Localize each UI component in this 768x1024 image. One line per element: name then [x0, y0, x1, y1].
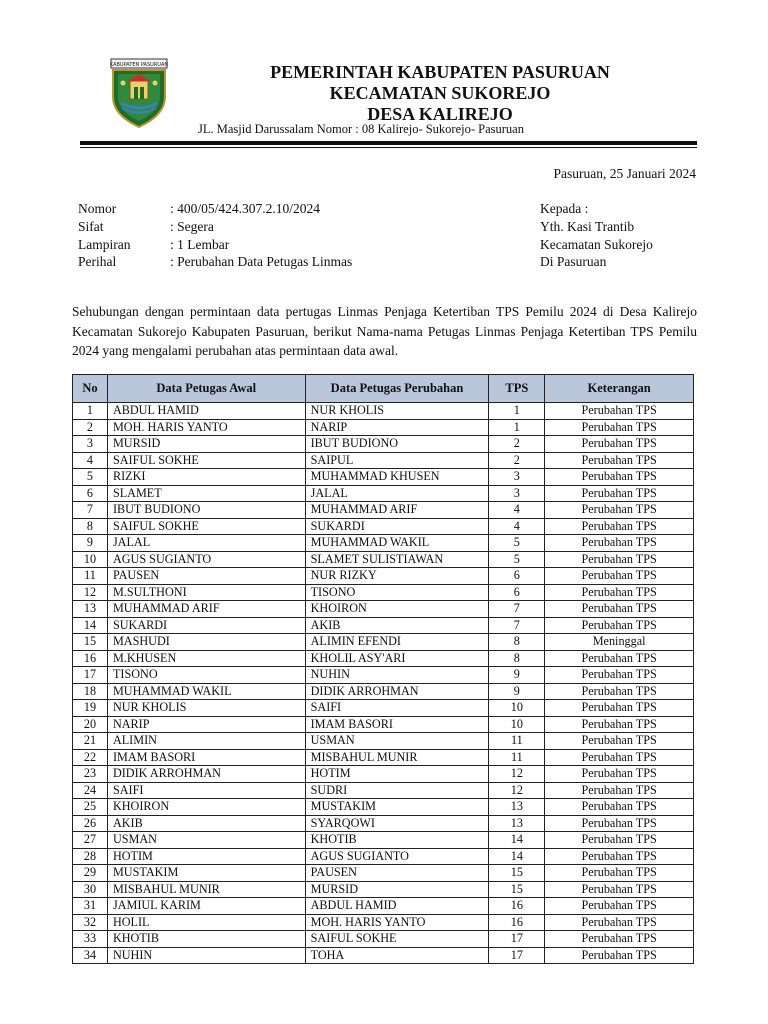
cell-initial-officer: JAMIUL KARIM	[107, 898, 305, 915]
cell-no: 14	[73, 617, 108, 634]
cell-initial-officer: SUKARDI	[107, 617, 305, 634]
table-body	[73, 403, 694, 964]
cell-no: 31	[73, 898, 108, 915]
meta-row-sifat	[78, 218, 352, 236]
header-government: PEMERINTAH KABUPATEN PASURUAN	[270, 62, 610, 82]
cell-initial-officer: AKIB	[107, 815, 305, 832]
table-row	[73, 634, 694, 651]
table-row	[73, 716, 694, 733]
cell-note: Perubahan TPS	[545, 403, 694, 420]
cell-tps: 14	[489, 832, 545, 849]
cell-note: Perubahan TPS	[545, 535, 694, 552]
table-row	[73, 832, 694, 849]
cell-note: Perubahan TPS	[545, 914, 694, 931]
table-row	[73, 865, 694, 882]
cell-no: 1	[73, 403, 108, 420]
cell-tps: 6	[489, 584, 545, 601]
cell-changed-officer: NUR RIZKY	[305, 568, 489, 585]
cell-changed-officer: KHOTIB	[305, 832, 489, 849]
cell-tps: 16	[489, 898, 545, 915]
cell-tps: 7	[489, 617, 545, 634]
cell-no: 24	[73, 782, 108, 799]
cell-initial-officer: MUHAMMAD WAKIL	[107, 683, 305, 700]
cell-tps: 10	[489, 700, 545, 717]
table-row	[73, 914, 694, 931]
meta-row-nomor	[78, 200, 352, 218]
cell-initial-officer: TISONO	[107, 667, 305, 684]
cell-no: 8	[73, 518, 108, 535]
meta-value: : 1 Lembar	[170, 236, 230, 252]
letter-meta	[78, 200, 352, 271]
table-row	[73, 667, 694, 684]
cell-no: 30	[73, 881, 108, 898]
cell-tps: 9	[489, 667, 545, 684]
cell-changed-officer: SAIFI	[305, 700, 489, 717]
cell-note: Perubahan TPS	[545, 617, 694, 634]
cell-no: 7	[73, 502, 108, 519]
cell-note: Perubahan TPS	[545, 452, 694, 469]
table-header-row	[73, 375, 694, 403]
cell-note: Perubahan TPS	[545, 815, 694, 832]
cell-no: 21	[73, 733, 108, 750]
table-row	[73, 766, 694, 783]
table-row	[73, 601, 694, 618]
cell-note: Perubahan TPS	[545, 502, 694, 519]
letter-date: Pasuruan, 25 Januari 2024	[553, 166, 696, 181]
cell-note: Perubahan TPS	[545, 782, 694, 799]
cell-initial-officer: MUHAMMAD ARIF	[107, 601, 305, 618]
cell-note: Perubahan TPS	[545, 601, 694, 618]
cell-note: Meninggal	[545, 634, 694, 651]
table-row	[73, 683, 694, 700]
cell-tps: 6	[489, 568, 545, 585]
cell-changed-officer: USMAN	[305, 733, 489, 750]
cell-initial-officer: KHOIRON	[107, 799, 305, 816]
cell-tps: 15	[489, 881, 545, 898]
cell-tps: 1	[489, 403, 545, 420]
recipient-line: Kepada :	[540, 201, 589, 216]
letterhead-divider-thin	[80, 147, 697, 148]
cell-initial-officer: SAIFUL SOKHE	[107, 518, 305, 535]
table-row	[73, 898, 694, 915]
col-header-initial: Data Petugas Awal	[107, 375, 305, 403]
meta-label: Lampiran	[78, 236, 131, 252]
table-row	[73, 931, 694, 948]
cell-tps: 13	[489, 799, 545, 816]
cell-changed-officer: SUDRI	[305, 782, 489, 799]
cell-no: 34	[73, 947, 108, 964]
recipient-line: Kecamatan Sukorejo	[540, 236, 653, 252]
meta-value: : 400/05/424.307.2.10/2024	[170, 201, 321, 216]
cell-initial-officer: IMAM BASORI	[107, 749, 305, 766]
table-row	[73, 749, 694, 766]
col-header-note: Keterangan	[545, 375, 694, 403]
cell-changed-officer: SAIFUL SOKHE	[305, 931, 489, 948]
cell-note: Perubahan TPS	[545, 898, 694, 915]
recipient-line: Yth. Kasi Trantib	[540, 218, 635, 234]
col-header-no: No	[73, 375, 108, 403]
cell-tps: 4	[489, 518, 545, 535]
cell-note: Perubahan TPS	[545, 749, 694, 766]
cell-note: Perubahan TPS	[545, 584, 694, 601]
meta-label: Nomor	[78, 201, 117, 216]
cell-initial-officer: MASHUDI	[107, 634, 305, 651]
table-row	[73, 733, 694, 750]
cell-no: 18	[73, 683, 108, 700]
cell-note: Perubahan TPS	[545, 469, 694, 486]
cell-no: 23	[73, 766, 108, 783]
cell-changed-officer: IMAM BASORI	[305, 716, 489, 733]
cell-initial-officer: MISBAHUL MUNIR	[107, 881, 305, 898]
cell-changed-officer: MURSID	[305, 881, 489, 898]
cell-tps: 2	[489, 452, 545, 469]
table-row	[73, 848, 694, 865]
cell-tps: 8	[489, 634, 545, 651]
table-row	[73, 881, 694, 898]
cell-note: Perubahan TPS	[545, 667, 694, 684]
recipient-block	[540, 200, 653, 271]
cell-changed-officer: DIDIK ARROHMAN	[305, 683, 489, 700]
cell-note: Perubahan TPS	[545, 518, 694, 535]
table-row	[73, 452, 694, 469]
cell-no: 13	[73, 601, 108, 618]
cell-no: 12	[73, 584, 108, 601]
cell-initial-officer: M.SULTHONI	[107, 584, 305, 601]
cell-initial-officer: JALAL	[107, 535, 305, 552]
meta-label: Sifat	[78, 218, 104, 234]
cell-note: Perubahan TPS	[545, 700, 694, 717]
cell-changed-officer: KHOIRON	[305, 601, 489, 618]
cell-tps: 11	[489, 733, 545, 750]
header-district: KECAMATAN SUKOREJO	[329, 83, 551, 103]
cell-changed-officer: TISONO	[305, 584, 489, 601]
cell-note: Perubahan TPS	[545, 766, 694, 783]
cell-changed-officer: TOHA	[305, 947, 489, 964]
cell-initial-officer: SLAMET	[107, 485, 305, 502]
meta-row-lampiran	[78, 236, 352, 254]
cell-changed-officer: MOH. HARIS YANTO	[305, 914, 489, 931]
cell-initial-officer: SAIFI	[107, 782, 305, 799]
cell-note: Perubahan TPS	[545, 947, 694, 964]
svg-text:KABUPATEN PASURUAN: KABUPATEN PASURUAN	[109, 62, 169, 68]
cell-changed-officer: SAIPUL	[305, 452, 489, 469]
cell-changed-officer: MISBAHUL MUNIR	[305, 749, 489, 766]
cell-initial-officer: M.KHUSEN	[107, 650, 305, 667]
cell-note: Perubahan TPS	[545, 733, 694, 750]
cell-no: 9	[73, 535, 108, 552]
cell-tps: 5	[489, 535, 545, 552]
cell-changed-officer: NUHIN	[305, 667, 489, 684]
table-row	[73, 419, 694, 436]
cell-tps: 1	[489, 419, 545, 436]
cell-no: 10	[73, 551, 108, 568]
cell-changed-officer: ALIMIN EFENDI	[305, 634, 489, 651]
cell-no: 19	[73, 700, 108, 717]
cell-tps: 3	[489, 469, 545, 486]
table-row	[73, 700, 694, 717]
cell-note: Perubahan TPS	[545, 568, 694, 585]
cell-changed-officer: NUR KHOLIS	[305, 403, 489, 420]
cell-note: Perubahan TPS	[545, 683, 694, 700]
cell-tps: 11	[489, 749, 545, 766]
cell-changed-officer: KHOLIL ASY'ARI	[305, 650, 489, 667]
table-row	[73, 815, 694, 832]
cell-tps: 9	[489, 683, 545, 700]
cell-tps: 8	[489, 650, 545, 667]
cell-tps: 13	[489, 815, 545, 832]
cell-changed-officer: PAUSEN	[305, 865, 489, 882]
table-row	[73, 535, 694, 552]
cell-no: 16	[73, 650, 108, 667]
cell-no: 2	[73, 419, 108, 436]
cell-note: Perubahan TPS	[545, 419, 694, 436]
table-row	[73, 436, 694, 453]
table-row	[73, 782, 694, 799]
cell-initial-officer: MUSTAKIM	[107, 865, 305, 882]
cell-initial-officer: KHOTIB	[107, 931, 305, 948]
cell-initial-officer: HOTIM	[107, 848, 305, 865]
header-village: DESA KALIREJO	[367, 104, 513, 124]
cell-no: 25	[73, 799, 108, 816]
cell-changed-officer: MUHAMMAD WAKIL	[305, 535, 489, 552]
cell-no: 26	[73, 815, 108, 832]
cell-tps: 15	[489, 865, 545, 882]
cell-note: Perubahan TPS	[545, 865, 694, 882]
cell-initial-officer: DIDIK ARROHMAN	[107, 766, 305, 783]
cell-initial-officer: HOLIL	[107, 914, 305, 931]
table-row	[73, 650, 694, 667]
cell-no: 11	[73, 568, 108, 585]
cell-tps: 16	[489, 914, 545, 931]
intro-paragraph: Sehubungan dengan permintaan data pertugas Linmas Penjaga Ketertiban TPS Pemilu 2024 di Desa Kalirejo Kecamatan Sukorejo Kabupaten Pasuruan, berikut Nama-nama Petugas Linmas Penjaga Ketertiban TPS Pemilu 2024 yang mengalami perubahan atas permintaan data awal.	[72, 304, 697, 358]
cell-changed-officer: MUSTAKIM	[305, 799, 489, 816]
meta-value: : Segera	[170, 218, 214, 234]
cell-initial-officer: IBUT BUDIONO	[107, 502, 305, 519]
cell-note: Perubahan TPS	[545, 848, 694, 865]
cell-no: 22	[73, 749, 108, 766]
cell-changed-officer: MUHAMMAD ARIF	[305, 502, 489, 519]
cell-tps: 2	[489, 436, 545, 453]
table-row	[73, 617, 694, 634]
cell-note: Perubahan TPS	[545, 931, 694, 948]
col-header-tps: TPS	[489, 375, 545, 403]
cell-changed-officer: SUKARDI	[305, 518, 489, 535]
table-row	[73, 469, 694, 486]
table-row	[73, 502, 694, 519]
cell-initial-officer: MOH. HARIS YANTO	[107, 419, 305, 436]
table-row	[73, 403, 694, 420]
table-row	[73, 485, 694, 502]
cell-note: Perubahan TPS	[545, 716, 694, 733]
cell-tps: 12	[489, 766, 545, 783]
cell-initial-officer: PAUSEN	[107, 568, 305, 585]
cell-note: Perubahan TPS	[545, 436, 694, 453]
cell-note: Perubahan TPS	[545, 799, 694, 816]
table-row	[73, 518, 694, 535]
cell-initial-officer: ALIMIN	[107, 733, 305, 750]
recipient-line: Di Pasuruan	[540, 254, 607, 270]
cell-no: 20	[73, 716, 108, 733]
table-row	[73, 584, 694, 601]
cell-initial-officer: SAIFUL SOKHE	[107, 452, 305, 469]
table-row	[73, 799, 694, 816]
cell-no: 32	[73, 914, 108, 931]
cell-tps: 7	[489, 601, 545, 618]
header-address: JL. Masjid Darussalam Nomor : 08 Kalirejo- Sukorejo- Pasuruan	[198, 122, 524, 136]
cell-no: 29	[73, 865, 108, 882]
cell-changed-officer: ABDUL HAMID	[305, 898, 489, 915]
cell-note: Perubahan TPS	[545, 485, 694, 502]
cell-tps: 5	[489, 551, 545, 568]
cell-no: 6	[73, 485, 108, 502]
cell-no: 17	[73, 667, 108, 684]
col-header-changed: Data Petugas Perubahan	[305, 375, 489, 403]
cell-changed-officer: MUHAMMAD KHUSEN	[305, 469, 489, 486]
cell-no: 5	[73, 469, 108, 486]
cell-changed-officer: NARIP	[305, 419, 489, 436]
letterhead-divider	[80, 141, 697, 145]
cell-changed-officer: SYARQOWI	[305, 815, 489, 832]
table-row	[73, 568, 694, 585]
cell-changed-officer: AGUS SUGIANTO	[305, 848, 489, 865]
meta-value: : Perubahan Data Petugas Linmas	[170, 254, 353, 270]
cell-tps: 17	[489, 947, 545, 964]
cell-changed-officer: AKIB	[305, 617, 489, 634]
kabupaten-pasuruan-emblem-icon	[108, 57, 170, 129]
cell-initial-officer: USMAN	[107, 832, 305, 849]
cell-initial-officer: NARIP	[107, 716, 305, 733]
cell-note: Perubahan TPS	[545, 551, 694, 568]
cell-tps: 4	[489, 502, 545, 519]
cell-tps: 17	[489, 931, 545, 948]
cell-initial-officer: AGUS SUGIANTO	[107, 551, 305, 568]
cell-changed-officer: JALAL	[305, 485, 489, 502]
cell-changed-officer: SLAMET SULISTIAWAN	[305, 551, 489, 568]
cell-note: Perubahan TPS	[545, 650, 694, 667]
cell-no: 15	[73, 634, 108, 651]
cell-no: 28	[73, 848, 108, 865]
cell-no: 4	[73, 452, 108, 469]
cell-changed-officer: IBUT BUDIONO	[305, 436, 489, 453]
cell-no: 27	[73, 832, 108, 849]
officer-change-table	[72, 374, 694, 964]
cell-note: Perubahan TPS	[545, 832, 694, 849]
cell-changed-officer: HOTIM	[305, 766, 489, 783]
cell-initial-officer: MURSID	[107, 436, 305, 453]
table-row	[73, 551, 694, 568]
cell-initial-officer: RIZKI	[107, 469, 305, 486]
cell-tps: 3	[489, 485, 545, 502]
meta-row-perihal	[78, 253, 352, 271]
cell-no: 33	[73, 931, 108, 948]
cell-note: Perubahan TPS	[545, 881, 694, 898]
cell-initial-officer: NUHIN	[107, 947, 305, 964]
cell-tps: 12	[489, 782, 545, 799]
cell-tps: 14	[489, 848, 545, 865]
meta-label: Perihal	[78, 254, 117, 270]
cell-initial-officer: NUR KHOLIS	[107, 700, 305, 717]
cell-tps: 10	[489, 716, 545, 733]
cell-no: 3	[73, 436, 108, 453]
cell-initial-officer: ABDUL HAMID	[107, 403, 305, 420]
table-row	[73, 947, 694, 964]
